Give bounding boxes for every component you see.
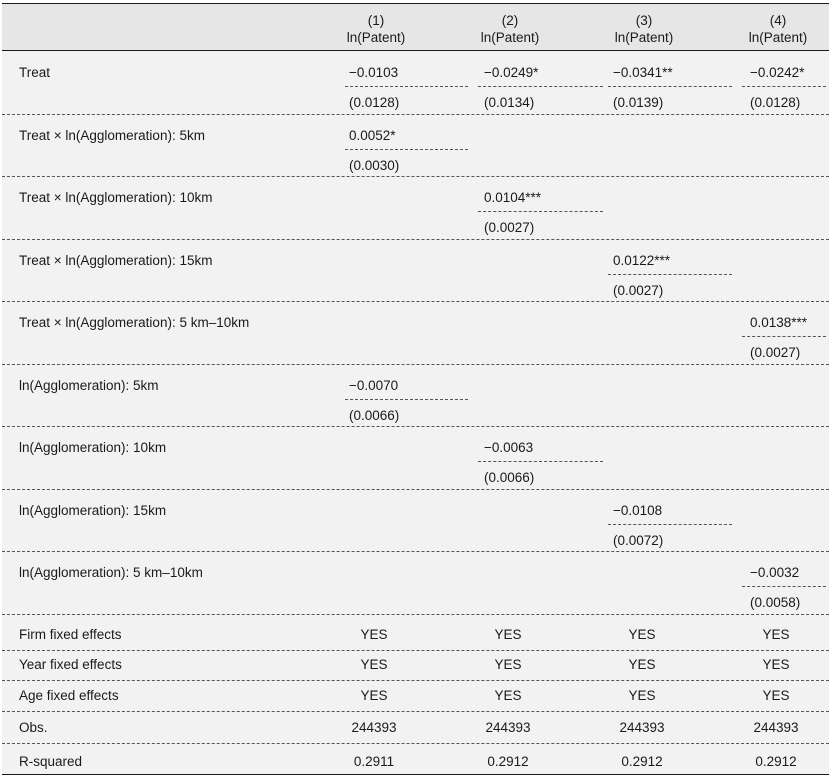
summary-cell: 0.2912 [621,754,663,769]
summary-cell: 244393 [619,720,665,735]
row-label: ln(Agglomeration): 5 km–10km [19,565,203,580]
summary-cell: YES [762,657,790,672]
standard-error-cell: (0.0128) [750,95,801,110]
row-separator [2,743,829,744]
cell-divider [608,524,732,525]
summary-cell: YES [494,688,522,703]
coefficient-cell: −0.0103 [349,65,399,80]
row-separator [2,176,829,177]
coefficient-cell: −0.0242* [750,65,805,80]
column-header-2 [450,12,570,46]
column-header-4 [718,12,831,46]
row-separator [2,489,829,490]
cell-divider [345,86,468,87]
row-label: Treat [19,65,51,80]
row-separator [2,650,829,651]
standard-error-cell: (0.0139) [613,95,664,110]
row-separator [2,680,829,681]
summary-cell: YES [628,627,656,642]
standard-error-cell: (0.0030) [349,157,400,173]
standard-error-cell: (0.0072) [613,532,664,548]
column-number: (1) [367,13,385,28]
coefficient-cell: −0.0108 [613,502,663,518]
summary-cell: YES [628,688,656,703]
cell-divider [742,86,826,87]
row-label: Treat × ln(Agglomeration): 10km [19,190,213,205]
column-number: (4) [769,13,787,28]
row-label: ln(Agglomeration): 5km [19,377,159,393]
column-dependent-variable: ln(Patent) [480,30,540,45]
cell-divider [345,399,468,400]
coefficient-cell: −0.0070 [349,377,399,393]
cell-divider [608,274,732,275]
row-separator [2,364,829,365]
summary-cell: 244393 [485,720,531,735]
summary-cell: YES [360,688,388,703]
summary-cell: YES [762,627,790,642]
column-number: (2) [501,13,519,28]
summary-cell: 0.2912 [755,754,797,769]
row-separator [2,239,829,240]
standard-error-cell: (0.0027) [613,282,664,298]
summary-cell: 0.2912 [487,754,529,769]
coefficient-cell: 0.0138*** [750,315,808,330]
coefficient-cell: −0.0063 [484,440,534,455]
cell-divider [478,86,603,87]
row-label: Treat × ln(Agglomeration): 15km [19,252,213,268]
standard-error-cell: (0.0128) [349,95,400,110]
coefficient-cell: 0.0052* [349,127,396,143]
summary-cell: YES [628,657,656,672]
column-dependent-variable: ln(Patent) [614,30,674,45]
row-label: Year fixed effects [19,657,122,672]
standard-error-cell: (0.0134) [484,95,535,110]
summary-cell: 0.2911 [353,754,395,769]
summary-cell: YES [762,688,790,703]
row-label: ln(Agglomeration): 15km [19,502,167,518]
column-dependent-variable: ln(Patent) [748,30,808,45]
standard-error-cell: (0.0027) [750,345,801,360]
summary-cell: 244393 [753,720,799,735]
row-separator [2,301,829,302]
column-dependent-variable: ln(Patent) [346,30,406,45]
standard-error-cell: (0.0066) [349,407,400,423]
row-separator [2,426,829,427]
summary-cell: 244393 [351,720,397,735]
cell-divider [345,149,468,150]
row-label: Obs. [19,720,48,735]
cell-divider [478,461,603,462]
standard-error-cell: (0.0058) [750,595,801,610]
column-header-3 [584,12,704,46]
row-separator [2,551,829,552]
cell-divider [478,211,603,212]
cell-divider [742,336,826,337]
column-header-1 [316,12,436,46]
standard-error-cell: (0.0066) [484,470,535,485]
row-label: R-squared [19,754,83,769]
summary-cell: YES [360,627,388,642]
row-label: ln(Agglomeration): 10km [19,440,167,455]
row-label: Firm fixed effects [19,627,122,642]
summary-cell: YES [494,657,522,672]
row-label: Treat × ln(Agglomeration): 5km [19,127,205,143]
coefficient-cell: 0.0104*** [484,190,542,205]
cell-divider [742,586,826,587]
row-separator [2,711,829,712]
column-number: (3) [635,13,653,28]
row-label: Age fixed effects [19,688,119,703]
summary-cell: YES [360,657,388,672]
coefficient-cell: −0.0341** [613,65,673,80]
standard-error-cell: (0.0027) [484,220,535,235]
coefficient-cell: −0.0032 [750,565,800,580]
row-separator [2,614,829,615]
summary-cell: YES [494,627,522,642]
coefficient-cell: −0.0249* [484,65,539,80]
row-separator [2,114,829,115]
cell-divider [608,86,732,87]
coefficient-cell: 0.0122*** [613,252,671,268]
row-label: Treat × ln(Agglomeration): 5 km–10km [19,315,250,330]
table-header [2,3,829,51]
